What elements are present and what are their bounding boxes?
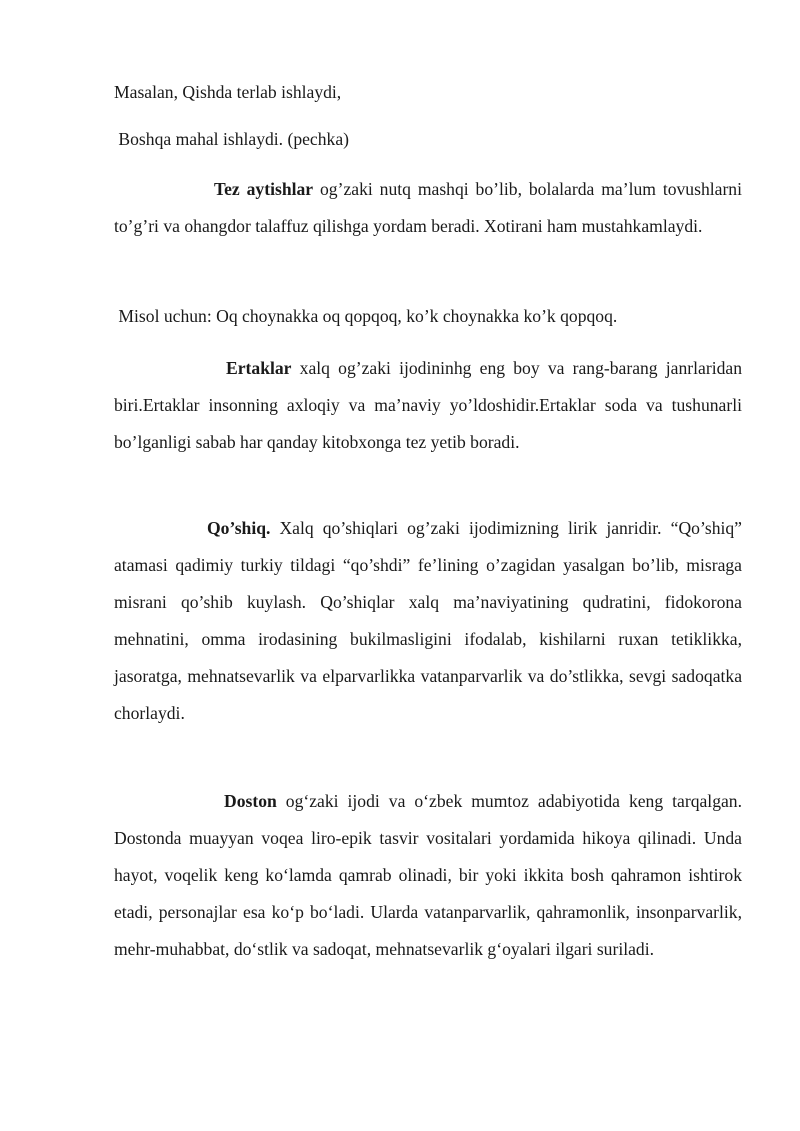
paragraph-ertaklar bbox=[114, 350, 742, 461]
term-qoshiq: Qo’shiq. bbox=[207, 518, 271, 538]
paragraph-tez-aytishlar bbox=[114, 171, 742, 245]
paragraph-doston-body: og‘zaki ijodi va o‘zbek mumtoz adabiyotida keng tarqalgan. Dostonda muayyan voqea liro-epik tasvir vositalari yordamida hikoya qilinadi. Unda hayot, voqelik keng ko‘lamda qamrab olinadi, bir yoki ikkita bosh qahramon ishtirok etadi, personajlar esa ko‘p bo‘ladi. Ularda vatanparvarlik, qahramonlik, insonparvarlik, mehr-muhabbat, do‘stlik va sadoqat, mehnatsevarlik g‘oyalari ilgari suriladi. bbox=[114, 791, 742, 959]
term-doston: Doston bbox=[224, 791, 277, 811]
paragraph-doston bbox=[114, 783, 742, 968]
paragraph-masalan: Masalan, Qishda terlab ishlaydi, bbox=[114, 82, 342, 102]
paragraph-qoshiq bbox=[114, 510, 742, 731]
paragraph-tez-aytishlar-body: og’zaki nutq mashqi bo’lib, bolalarda ma’lum tovushlarni to’g’ri va ohangdor talaffuz qilishga yordam beradi. Xotirani ham mustahkamlaydi. bbox=[114, 179, 742, 236]
paragraph-misol: Misol uchun: Oq choynakka oq qopqoq, ko’k choynakka ko’k qopqoq. bbox=[114, 306, 618, 326]
term-ertaklar: Ertaklar bbox=[226, 358, 292, 378]
term-tez-aytishlar: Tez aytishlar bbox=[214, 179, 314, 199]
paragraph-ertaklar-body: xalq og’zaki ijodininhg eng boy va rang-barang janrlaridan biri.Ertaklar insonning axloqiy va ma’naviy yo’ldoshidir.Ertaklar soda va tushunarli bo’lganligi sabab har qanday kitobxonga tez yetib boradi. bbox=[114, 358, 742, 452]
paragraph-boshqa: Boshqa mahal ishlaydi. (pechka) bbox=[114, 129, 350, 149]
paragraph-qoshiq-body: Xalq qo’shiqlari og’zaki ijodimizning lirik janridir. “Qo’shiq” atamasi qadimiy turkiy tildagi “qo’shdi” fe’lining o’zagidan yasalgan bo’lib, misraga misrani qo’shib kuylash. Qo’shiqlar xalq ma’naviyatining qudratini, fidokorona mehnatini, omma irodasining bukilmasligini ifodalab, kishilarni ruxan tetiklikka, jasoratga, mehnatsevarlik va elparvarlikka vatanparvarlik va do’stlikka, sevgi sadoqatka chorlaydi. bbox=[114, 518, 742, 723]
